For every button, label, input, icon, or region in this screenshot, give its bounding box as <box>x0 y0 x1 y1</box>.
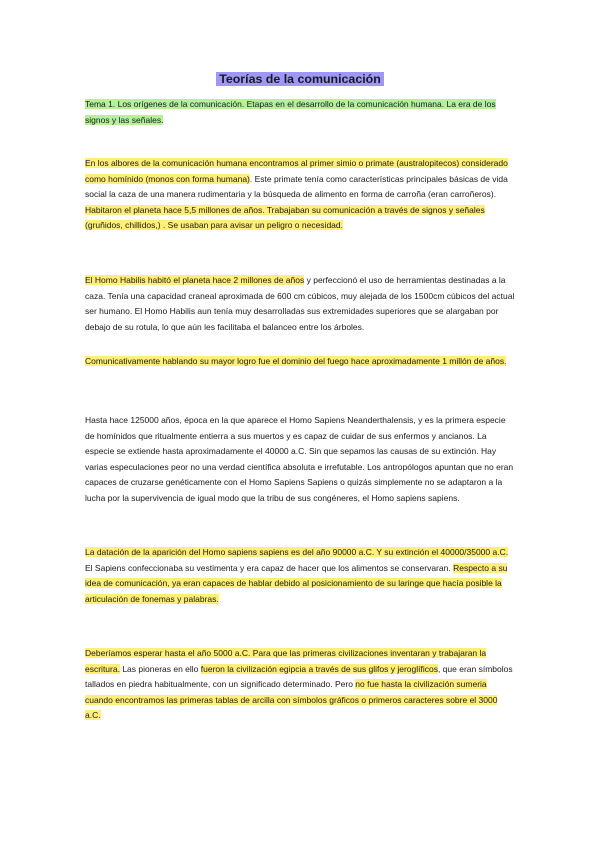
topic-paragraph <box>85 97 515 128</box>
highlight-text: La datación de la aparición del Homo sapiens sapiens es del año 90000 a.C. Y su extinción el 40000/35000 a.C. <box>85 547 509 557</box>
topic-text: Tema 1. Los orígenes de la comunicación. Etapas en el desarrollo de la comunicación humana. La era de los signos y las señales. <box>85 99 496 125</box>
highlight-text: no fue hasta la civilización sumeria cuando encontramos las primeras tablas de arcilla con símbolos gráficos o primeros caracteres sobre el 3000 a.C. <box>85 679 498 720</box>
paragraph-homo-habilis <box>85 273 515 335</box>
paragraph-escritura <box>85 646 515 724</box>
paragraph-sapiens <box>85 545 515 607</box>
paragraph-neanderthalensis <box>85 413 515 506</box>
highlight-text: El Homo Habilis habitó el planeta hace 2 millones de años <box>85 275 305 285</box>
document-title <box>0 71 600 87</box>
body-text: El Sapiens confeccionaba su vestimenta y era capaz de hacer que los alimentos se conservaran. <box>85 562 454 573</box>
highlight-text: Respecto a su idea de comunicación, ya eran capaces de hablar debido al posicionamiento de su laringe que hacía posible la articulación de fonemas y palabras. <box>85 562 508 604</box>
highlight-text: En los albores de la comunicación humana encontramos al primer simio o primate (australopitecos) considerado como homínido (monos con forma humana) <box>85 158 508 184</box>
body-text: . Este primate tenía como características principales básicas de vida social la caza de una manera rudimentaria y la búsqueda de alimento en forma de carroña (eran carroñeros). <box>85 173 508 199</box>
highlight-text: Habitaron el planeta hace 5,5 millones de años. Trabajaban su comunicación a través de signos y señales (gruñidos, chillidos,) . Se usaban para avisar un peligro o necesidad. <box>85 204 485 230</box>
body-text: Hasta hace 125000 años, época en la que aparece el Homo Sapiens Neanderthalensis, y es la primera especie de homínidos que ritualmente entierra a sus muertos y es capaz de cuidar de sus enfermos y ancianos. La especie se extiende hasta aproximadamente el 40000 a.C. Sin que sepamos las causas de su extinción. Hay varias especulaciones peor no una verdad científica absoluta e irrefutable. Los antropólogos apuntan que no eran capaces de cruzarse genéticamente con el Homo Sapiens Sapiens o quizás simplemente no se adaptaron a la lucha por la supervivencia de igual modo que la tribu de sus congéneres, el Homo sapiens sapiens. <box>85 415 514 503</box>
body-text: Las pioneras en ello <box>119 663 201 674</box>
body-text: y perfeccionó el uso de herramientas destinadas a la caza. Tenía una capacidad craneal aproximada de 600 cm cúbicos, muy alejada de los 1500cm cúbicos del actual ser humano. El Homo Habilis aun tenía muy desarrolladas sus extremidades superiores que se alargaban por debajo de su rotula, lo que aún les facilitaba el balanceo entre los árboles. <box>85 275 515 332</box>
highlight-text: fueron la civilización egipcia a través de sus glifos y jeroglíficos <box>200 663 438 674</box>
highlight-text: Comunicativamente hablando su mayor logro fue el dominio del fuego hace aproximadamente 1 millón de años. <box>85 356 507 366</box>
paragraph-fuego <box>85 354 515 370</box>
highlight-text: Deberíamos esperar hasta el año 5000 a.C. Para que las primeras civilizaciones inventaran y trabajaran la escritura. <box>85 648 487 674</box>
paragraph-australopitecos <box>85 156 515 234</box>
title-text: Teorías de la comunicación <box>216 72 384 86</box>
body-text: , que eran símbolos tallados en piedra habitualmente, con un significado determinado. Pero <box>85 663 513 689</box>
